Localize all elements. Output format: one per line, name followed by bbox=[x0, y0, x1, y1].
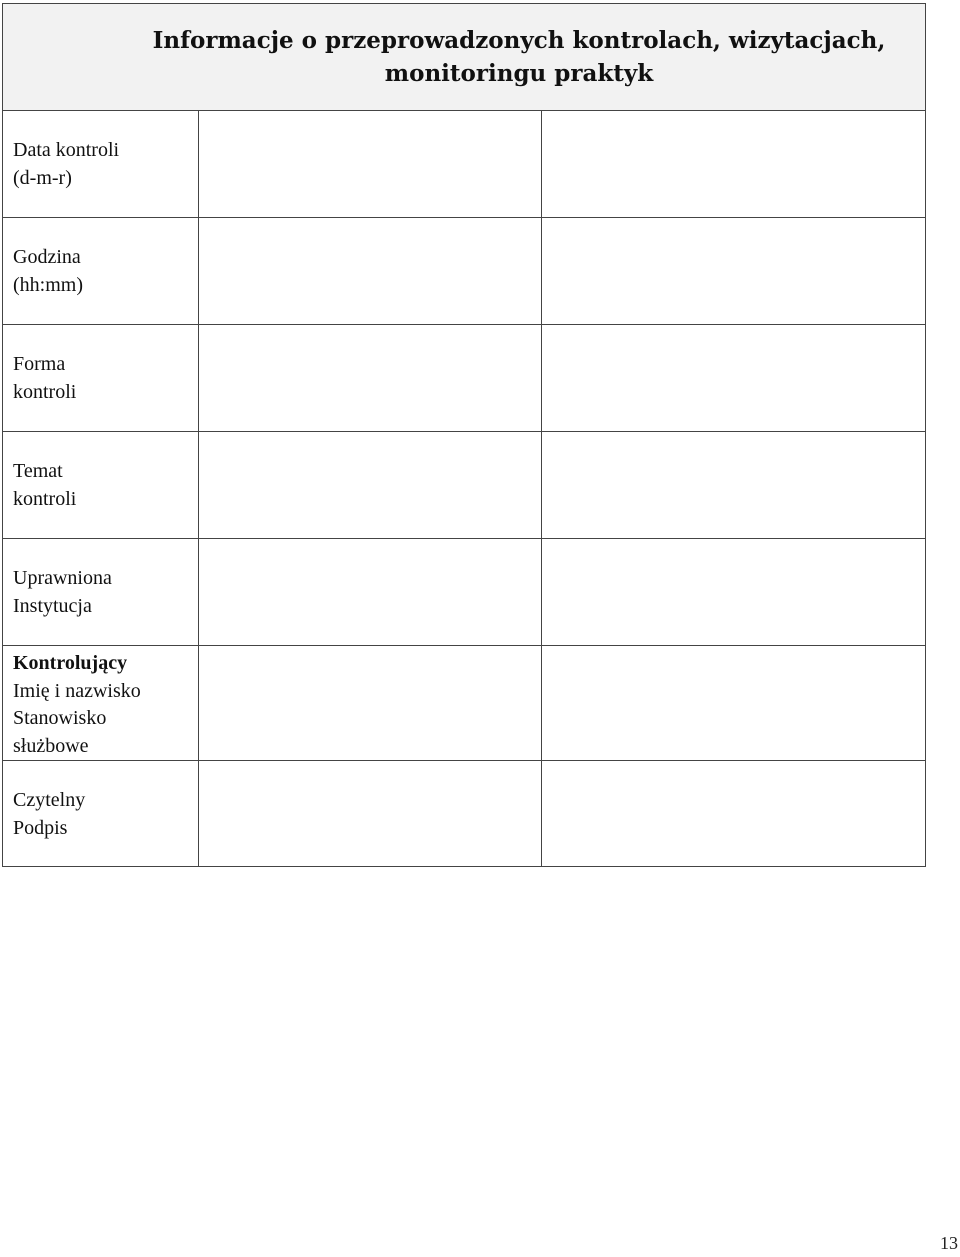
signature-cell-1[interactable] bbox=[199, 761, 542, 867]
label-inspection-time bbox=[3, 218, 199, 325]
form-title-line-1: Informacje o przeprowadzonych kontrolach, wizytacjach, bbox=[152, 27, 886, 54]
label-line: Godzina bbox=[13, 246, 81, 268]
label-line: (d-m-r) bbox=[13, 166, 72, 189]
label-inspection-form bbox=[3, 325, 199, 432]
inspection-info-table bbox=[2, 3, 926, 867]
inspection-topic-cell-1[interactable] bbox=[199, 432, 542, 539]
inspection-time-cell-1[interactable] bbox=[199, 218, 542, 325]
label-line: Forma bbox=[13, 353, 66, 375]
label-line: Uprawniona bbox=[13, 567, 112, 589]
inspection-date-cell-2[interactable] bbox=[542, 111, 926, 218]
inspection-form-cell-1[interactable] bbox=[199, 325, 542, 432]
row-legible-signature bbox=[3, 761, 926, 867]
inspection-time-cell-2[interactable] bbox=[542, 218, 926, 325]
label-line: służbowe bbox=[13, 734, 89, 757]
inspector-cell-1[interactable] bbox=[199, 646, 542, 761]
label-line: kontroli bbox=[13, 487, 77, 510]
page-number: 13 bbox=[940, 1233, 958, 1253]
label-line: Data kontroli bbox=[13, 139, 120, 161]
label-inspector bbox=[3, 646, 199, 761]
row-inspection-form bbox=[3, 325, 926, 432]
inspection-form-cell-2[interactable] bbox=[542, 325, 926, 432]
inspection-topic-cell-2[interactable] bbox=[542, 432, 926, 539]
label-line: Temat bbox=[13, 460, 63, 482]
row-inspector bbox=[3, 646, 926, 761]
label-line: kontroli bbox=[13, 380, 77, 403]
authorized-institution-cell-2[interactable] bbox=[542, 539, 926, 646]
label-line: Stanowisko bbox=[13, 707, 107, 729]
form-title bbox=[3, 4, 926, 111]
inspector-cell-2[interactable] bbox=[542, 646, 926, 761]
label-authorized-institution bbox=[3, 539, 199, 646]
signature-cell-2[interactable] bbox=[542, 761, 926, 867]
form-title-line-2: monitoringu praktyk bbox=[384, 60, 654, 87]
row-inspection-time bbox=[3, 218, 926, 325]
label-line: Instytucja bbox=[13, 594, 92, 617]
label-line: Podpis bbox=[13, 816, 68, 839]
label-inspection-date bbox=[3, 111, 199, 218]
label-legible-signature bbox=[3, 761, 199, 867]
title-row bbox=[3, 4, 926, 111]
label-line: Imię i nazwisko bbox=[13, 679, 141, 702]
label-line: (hh:mm) bbox=[13, 273, 83, 296]
row-inspection-date bbox=[3, 111, 926, 218]
row-inspection-topic bbox=[3, 432, 926, 539]
authorized-institution-cell-1[interactable] bbox=[199, 539, 542, 646]
row-authorized-institution bbox=[3, 539, 926, 646]
label-line: Czytelny bbox=[13, 789, 86, 811]
inspection-date-cell-1[interactable] bbox=[199, 111, 542, 218]
label-inspection-topic bbox=[3, 432, 199, 539]
label-line: Kontrolujący bbox=[13, 652, 128, 674]
